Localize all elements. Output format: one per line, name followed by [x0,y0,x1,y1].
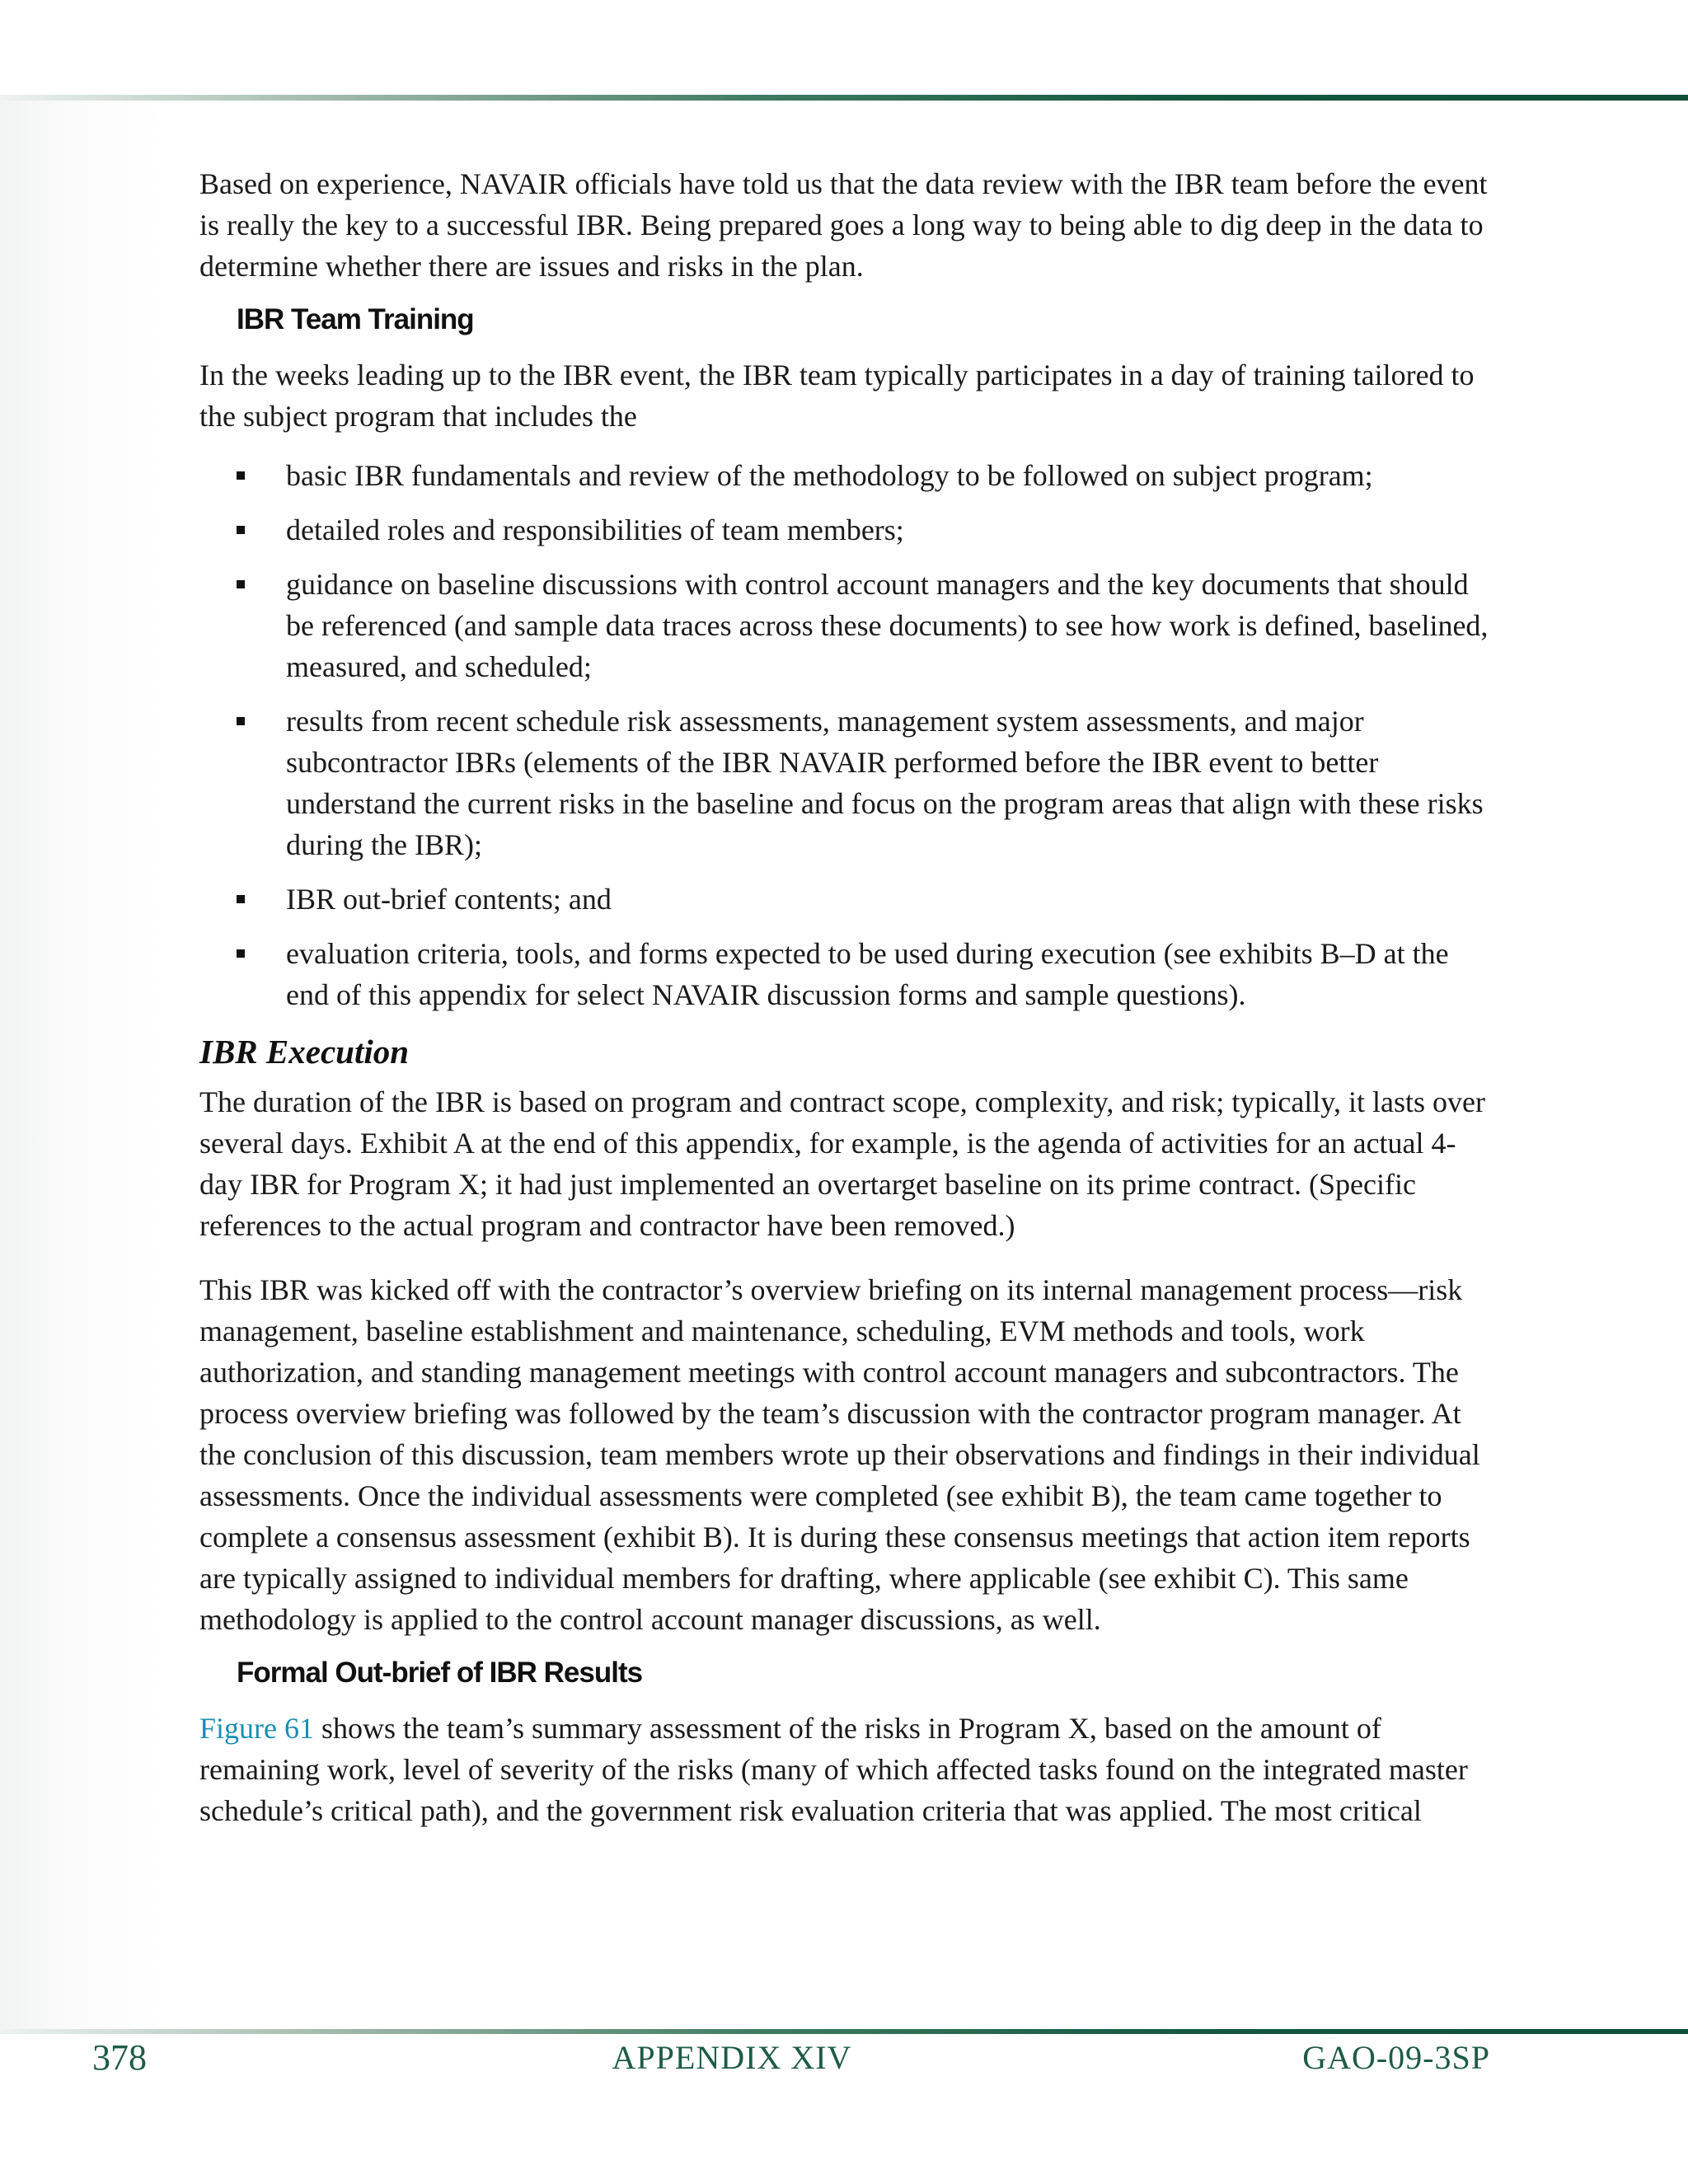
execution-paragraph-2: This IBR was kicked off with the contractor’s overview briefing on its internal management process—risk management, baseline establishment and maintenance, scheduling, EVM methods and tools, work authorization, and standing management meetings with control account managers and subcontractors. The process overview briefing was followed by the team’s discussion with the contractor program manager. At the conclusion of this discussion, team members wrote up their observations and findings in their individual assessments. Once the individual assessments were completed (see exhibit B), the team came together to complete a consensus assessment (exhibit B). It is during these consensus meetings that action item reports are typically assigned to individual members for drafting, where applicable (see exhibit C). This same methodology is applied to the control account manager discussions, as well. [199,1273,1480,1636]
bullet-square-icon [237,717,245,725]
list-item [199,564,1493,687]
training-bullet-list [199,455,1493,1015]
execution-paragraph-1: The duration of the IBR is based on program and contract scope, complexity, and risk; typically, it lasts over several days. Exhibit A at the end of this appendix, for example, is the agenda of activities for an actual 4-day IBR for Program X; it had just implemented an overtarget baseline on its prime contract. (Specific references to the actual program and contractor have been removed.) [199,1085,1485,1242]
footer-report-id: GAO-09-3SP [1302,2039,1490,2076]
list-item-text: guidance on baseline discussions with control account managers and the key documents that should be referenced (and sample data traces across these documents) to see how work is defined, baselined, measured, and scheduled; [286,568,1489,683]
page-number: 378 [92,2037,147,2078]
list-item-text: detailed roles and responsibilities of team members; [286,513,904,546]
list-item [199,509,1493,551]
figure-61-link[interactable]: Figure 61 [199,1712,314,1745]
list-item-text: IBR out-brief contents; and [286,883,612,916]
outbrief-paragraph [199,1708,1493,1831]
list-item [199,455,1493,496]
list-item [199,701,1493,865]
execution-heading: IBR Execution [199,1033,410,1071]
intro-paragraph: Based on experience, NAVAIR officials have told us that the data review with the IBR team before the event is really the key to a successful IBR. Being prepared goes a long way to being able to dig deep in the data to determine whether there are issues and risks in the plan. [199,167,1488,283]
training-heading: IBR Team Training [237,303,474,335]
list-item-text: basic IBR fundamentals and review of the methodology to be followed on subject program; [286,459,1373,492]
outbrief-paragraph-text: shows the team’s summary assessment of the risks in Program X, based on the amount of remaining work, level of severity of the risks (many of which affected tasks found on the integrated master schedule’s critical path), and the government risk evaluation criteria that was applied. The most critical [199,1712,1468,1827]
footer-rule [0,2029,1688,2034]
bullet-square-icon [237,471,245,480]
bullet-square-icon [237,949,245,958]
training-paragraph: In the weeks leading up to the IBR event, the IBR team typically participates in a day of training tailored to the subject program that includes the [199,359,1475,433]
list-item [199,879,1493,920]
footer-section-title: APPENDIX XIV [612,2039,852,2076]
list-item [199,933,1493,1015]
outbrief-heading: Formal Out-brief of IBR Results [237,1657,643,1689]
header-rule [0,95,1688,101]
list-item-text: results from recent schedule risk assessments, management system assessments, and major subcontractor IBRs (elements of the IBR NAVAIR performed before the IBR event to better understand the current risks in the baseline and focus on the program areas that align with these risks during the IBR); [286,705,1484,861]
bullet-square-icon [237,895,245,903]
bullet-square-icon [237,580,245,588]
page-content [199,163,1493,1854]
list-item-text: evaluation criteria, tools, and forms expected to be used during execution (see exhibits B–D at the end of this appendix for select NAVAIR discussion forms and sample questions). [286,937,1449,1011]
bullet-square-icon [237,526,245,534]
